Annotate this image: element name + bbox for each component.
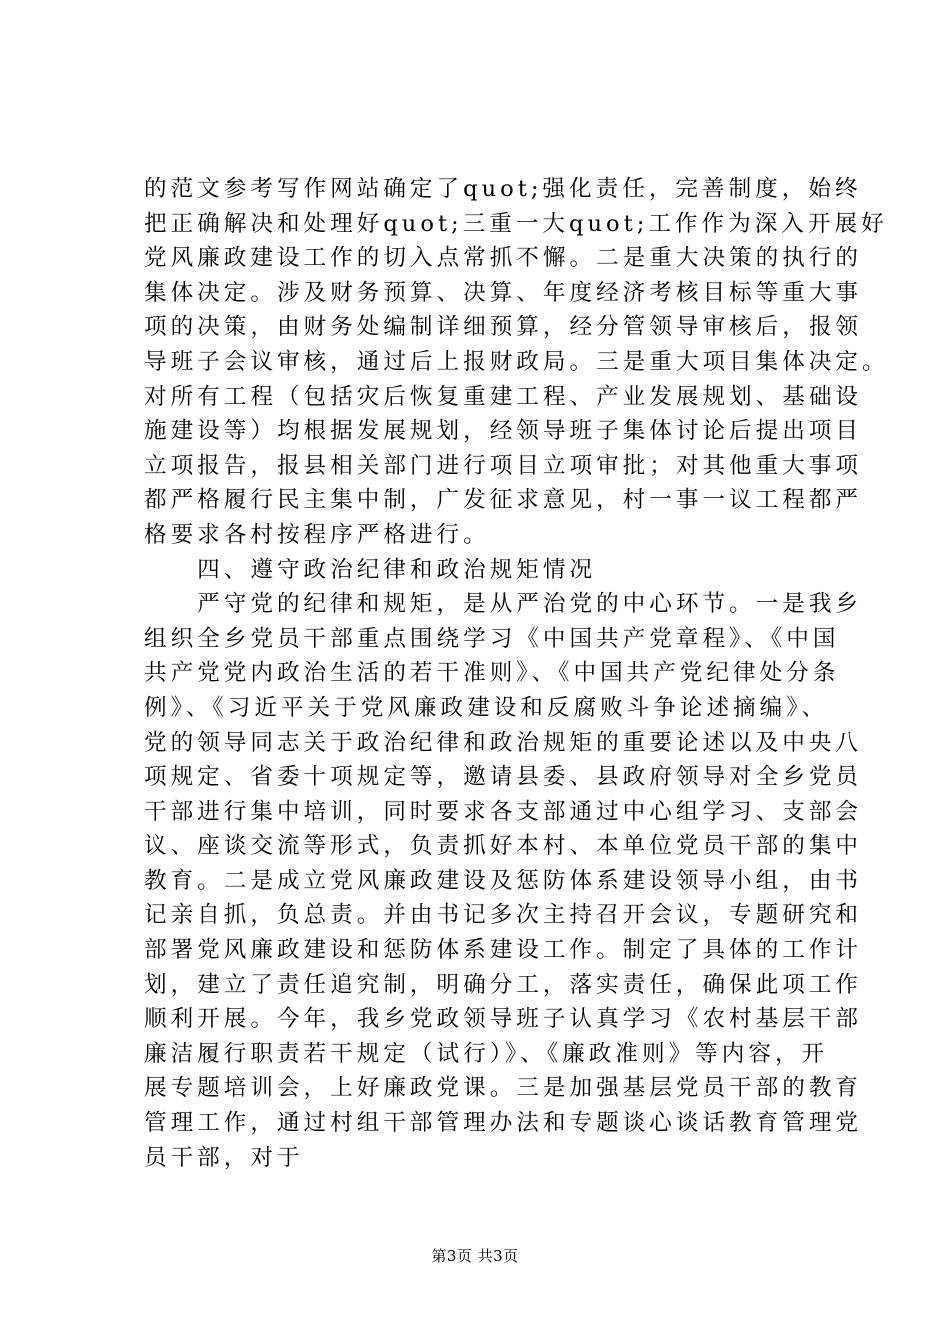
text-line: 项的决策，由财务处编制详细预算，经分管领导审核后，报领 [144,314,863,341]
body-text [144,172,889,1175]
text-line: 立项报告，报县相关部门进行项目立项审批；对其他重大事项 [144,452,863,479]
text-line: 记亲自抓，负总责。并由书记多次主持召开会议，专题研究和 [144,902,863,929]
text-line: 四、遵守政治纪律和政治规矩情况 [144,556,597,583]
text-line: 集体决定。涉及财务预算、决算、年度经济考核目标等重大事 [144,279,863,306]
text-line: 组织全乡党员干部重点围绕学习《中国共产党章程》、《中国 [144,625,840,652]
text-line: 部署党风廉政建设和惩防体系建设工作。制定了具体的工作计 [144,937,863,964]
text-line: 导班子会议审核，通过后上报财政局。三是重大项目集体决定。 [144,348,889,375]
text-line: 党的领导同志关于政治纪律和政治规矩的重要论述以及中央八 [144,729,863,756]
text-line: 把正确解决和处理好quot;三重一大quot;工作作为深入开展好 [144,210,888,237]
text-line: 都严格履行民主集中制，广发征求意见，村一事一议工程都严 [144,487,863,514]
text-line: 顺利开展。今年，我乡党政领导班子认真学习《农村基层干部 [144,1006,863,1033]
text-line: 施建设等）均根据发展规划，经领导班子集体讨论后提出项目 [144,418,863,445]
page-footer: 第3页 共3页 [431,1247,519,1265]
text-line: 教育。二是成立党风廉政建设及惩防体系建设领导小组，由书 [144,867,863,894]
text-line: 项规定、省委十项规定等，邀请县委、县政府领导对全乡党员 [144,764,863,791]
text-line: 展专题培训会，上好廉政党课。三是加强基层党员干部的教育 [144,1075,863,1102]
text-line: 例》、《习近平关于党风廉政建设和反腐败斗争论述摘编》、 [144,694,829,721]
text-line: 共产党党内政治生活的若干准则》、《中国共产党纪律处分条 [144,660,840,687]
text-line: 格要求各村按程序严格进行。 [144,521,490,548]
text-line: 廉洁履行职责若干规定（试行）》、《廉政准则》等内容，开 [144,1040,829,1067]
text-line: 管理工作，通过村组干部管理办法和专题谈心谈话教育管理党 [144,1110,863,1137]
text-line: 对所有工程（包括灾后恢复重建工程、产业发展规划、基础设 [144,383,863,410]
text-line: 划，建立了责任追究制，明确分工，落实责任，确保此项工作 [144,971,863,998]
text-line: 议、座谈交流等形式，负责抓好本村、本单位党员干部的集中 [144,833,863,860]
text-line: 的范文参考写作网站确定了quot;强化责任，完善制度，始终 [144,176,862,202]
text-line: 员干部，对于 [144,1144,304,1171]
text-line: 严守党的纪律和规矩，是从严治党的中心环节。一是我乡 [144,591,863,618]
text-line: 党风廉政建设工作的切入点常抓不懈。二是重大决策的执行的 [144,245,863,272]
text-line: 干部进行集中培训，同时要求各支部通过中心组学习、支部会 [144,798,863,825]
